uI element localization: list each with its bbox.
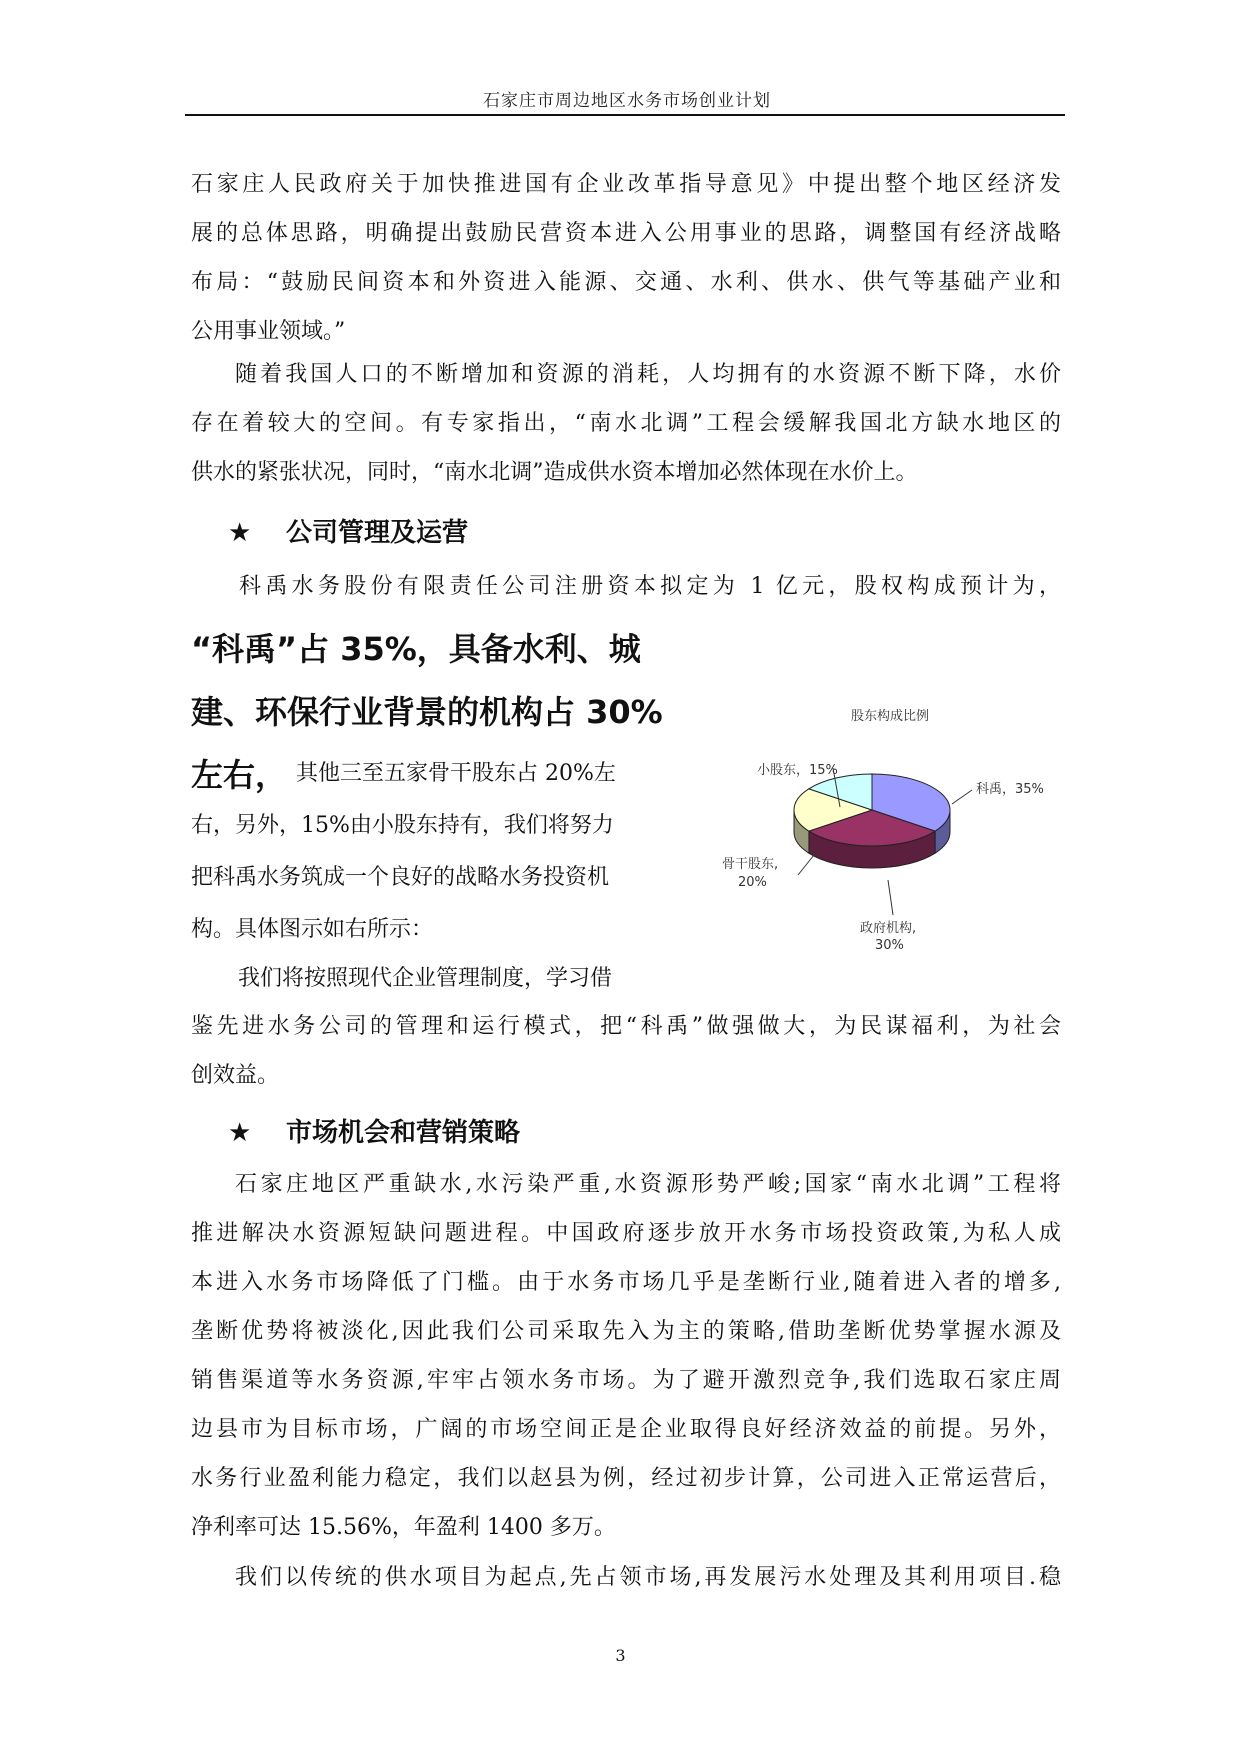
paragraph-6 [191, 1553, 1061, 1602]
shareholder-pie-chart [700, 700, 1080, 970]
text-line: 供水的紧张状况，同时，“南水北调”造成供水资本增加必然体现在水价上。 [191, 460, 918, 485]
paragraph-5 [191, 1160, 1061, 1552]
data-label-keyu: 科禹，35% [976, 782, 1044, 797]
text-line: 展的总体思路，明确提出鼓励民营资本进入公用事业的思路，调整国有经济战略 [191, 221, 1061, 246]
data-label-small: 小股东，15% [757, 763, 838, 778]
leader-line-gov [888, 880, 893, 915]
paragraph-4 [191, 1002, 1061, 1100]
page-number: 3 [615, 1646, 626, 1665]
header-rule [185, 114, 1065, 116]
text-line: 其他三至五家骨干股东占 20%左 [296, 761, 616, 786]
leader-line-backbone [798, 850, 818, 875]
star-icon: ★ [228, 518, 252, 548]
section-title: 公司管理及运营 [286, 518, 469, 548]
data-label-gov-1: 政府机构, [860, 921, 917, 936]
leader-line-keyu [952, 790, 972, 804]
data-label-backbone-2: 20% [738, 875, 767, 890]
text-line: 水务行业盈利能力稳定，我们以赵县为例，经过初步计算，公司进入正常运营后， [191, 1466, 1061, 1491]
text-line: 把科禹水务筑成一个良好的战略水务投资机 [191, 865, 610, 890]
chart-title: 股东构成比例 [850, 709, 930, 724]
pie-slices [794, 774, 950, 868]
text-line: 随着我国人口的不断增加和资源的消耗，人均拥有的水资源不断下降，水价 [235, 362, 1061, 387]
text-line: 公用事业领域。” [191, 319, 346, 344]
text-line: 右，另外，15%由小股东持有，我们将努力 [191, 813, 614, 838]
text-line: 我们以传统的供水项目为起点,先占领市场,再发展污水处理及其利用项目.稳 [235, 1565, 1061, 1590]
page-header: 石家庄市周边地区水务市场创业计划 [483, 91, 771, 111]
text-line: 科禹水务股份有限责任公司注册资本拟定为 1 亿元，股权构成预计为， [239, 574, 1061, 599]
text-line: 石家庄人民政府关于加快推进国有企业改革指导意见》中提出整个地区经济发 [191, 172, 1061, 197]
emphasis-line: “科禹”占 35%，具备水利、城 [191, 630, 641, 668]
data-label-gov-2: 30% [875, 938, 904, 953]
text-line: 构。具体图示如右所示： [191, 917, 434, 942]
text-line: 垄断优势将被淡化,因此我们公司采取先入为主的策略,借助垄断优势掌握水源及 [191, 1319, 1061, 1344]
section-heading-management [228, 512, 468, 549]
paragraph-2 [191, 350, 1061, 497]
text-line: 存在着较大的空间。有专家指出，“南水北调”工程会缓解我国北方缺水地区的 [191, 411, 1061, 436]
text-line: 石家庄地区严重缺水,水污染严重,水资源形势严峻;国家“南水北调”工程将 [235, 1172, 1061, 1197]
emphasis-line: 左右， [191, 756, 288, 794]
text-line: 鉴先进水务公司的管理和运行模式，把“科禹”做强做大，为民谋福利，为社会 [191, 1014, 1061, 1039]
data-label-backbone-1: 骨干股东, [722, 857, 779, 872]
paragraph-1 [191, 160, 1061, 356]
text-line: 边县市为目标市场，广阔的市场空间正是企业取得良好经济效益的前提。另外， [191, 1417, 1061, 1442]
text-line: 销售渠道等水务资源,牢牢占领水务市场。为了避开激烈竞争,我们选取石家庄周 [191, 1368, 1061, 1393]
text-line: 我们将按照现代企业管理制度，学习借 [238, 966, 613, 991]
section-heading-marketing [228, 1112, 520, 1149]
text-line: 创效益。 [191, 1063, 280, 1088]
section-title: 市场机会和营销策略 [286, 1118, 521, 1148]
text-line: 推进解决水资源短缺问题进程。中国政府逐步放开水务市场投资政策,为私人成 [191, 1221, 1061, 1246]
text-line: 布局：“鼓励民间资本和外资进入能源、交通、水利、供水、供气等基础产业和 [191, 270, 1061, 295]
paragraph-3-intro [191, 562, 1061, 611]
pie-chart-svg [700, 700, 1080, 970]
text-line: 净利率可达 15.56%，年盈利 1400 多万。 [191, 1515, 616, 1540]
emphasis-line: 建、环保行业背景的机构占 30% [191, 693, 663, 731]
star-icon: ★ [228, 1118, 252, 1148]
text-line: 本进入水务市场降低了门槛。由于水务市场几乎是垄断行业,随着进入者的增多, [191, 1270, 1061, 1295]
